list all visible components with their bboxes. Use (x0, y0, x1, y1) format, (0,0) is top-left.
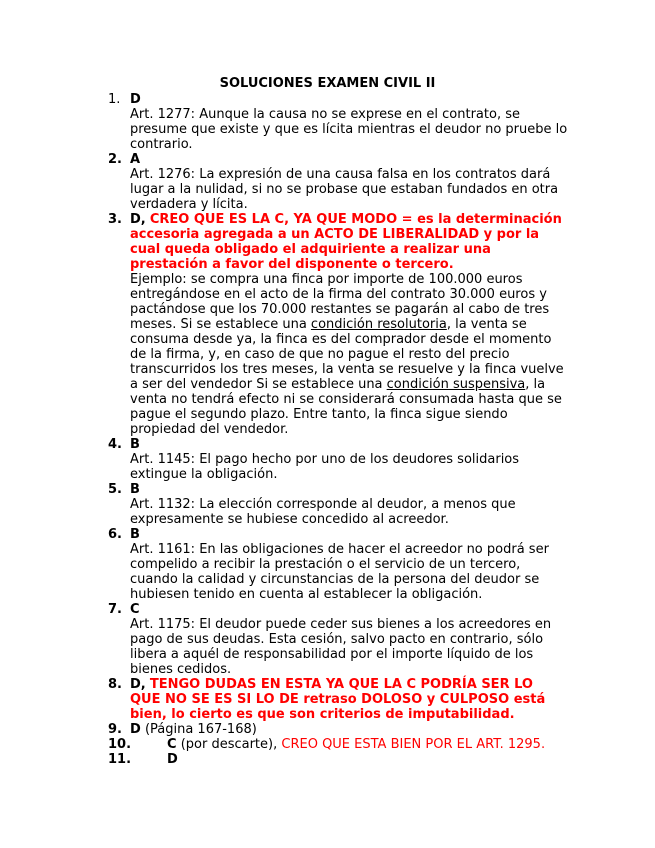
item-3-line: pactándose que los 70.000 restantes se pagarán al cabo de tres (130, 302, 550, 317)
item-3-line: entregándose en el acto de la firma del contrato 30.000 euros y (130, 287, 547, 302)
item-7-line: bienes cedidos. (130, 662, 232, 677)
item-6-answer: B (130, 527, 140, 542)
item-3-line: de la firma, y, en caso de que no pague el resto del precio (130, 347, 510, 362)
item-9-answer: D (130, 722, 141, 737)
item-1-line: presume que existe y que es lícita mientras el deudor no pruebe lo (130, 122, 568, 137)
item-3-line-with-underline (130, 317, 527, 332)
item-3-comment-line: cual queda obligado el adquiriente a realizar una (130, 242, 491, 257)
item-3-text: , la venta se (446, 317, 527, 332)
underlined-term: condición resolutoria (310, 317, 447, 332)
item-7-number: 7. (108, 602, 122, 617)
item-3-line: transcurridos los tres meses, la venta se resuelve y la finca vuelve (130, 362, 564, 377)
item-3-answer-row (130, 212, 562, 227)
item-5-answer: B (130, 482, 140, 497)
item-5-line: Art. 1132: La elección corresponde al deudor, a menos que (130, 497, 516, 512)
item-3-number: 3. (108, 212, 122, 227)
item-2-line: lugar a la nulidad, si no se probase que estaban fundados en otra (130, 182, 559, 197)
item-8-number: 8. (108, 677, 122, 692)
item-1-answer: D (130, 92, 141, 107)
item-9-note: (Página 167-168) (144, 722, 257, 737)
item-10-note: (por descarte), (180, 737, 278, 752)
item-3-comment-line: prestación a favor del disponente o tercero. (130, 257, 454, 272)
item-2-answer: A (130, 152, 141, 167)
item-10-answer: C (167, 737, 177, 752)
item-4-line: Art. 1145: El pago hecho por uno de los deudores solidarios (130, 452, 520, 467)
item-7-line: libera a aquél de responsabilidad por el importe líquido de los (130, 647, 534, 662)
item-1-line: contrario. (130, 137, 193, 152)
item-3-line: venta no tendrá efecto ni se considerará consumada hasta que se (130, 392, 562, 407)
item-5-line: expresamente se hubiese concedido al acreedor. (130, 512, 449, 527)
item-9-number: 9. (108, 722, 122, 737)
item-6-line: compelido a recibir la prestación o el servicio de un tercero, (130, 557, 521, 572)
item-8-comment-line: bien, lo cierto es que son criterios de imputabilidad. (130, 707, 515, 722)
item-1-line: Art. 1277: Aunque la causa no se exprese en el contrato, se (130, 107, 520, 122)
item-4-number: 4. (108, 437, 122, 452)
item-5-number: 5. (108, 482, 122, 497)
item-7-line: Art. 1175: El deudor puede ceder sus bienes a los acreedores en (130, 617, 552, 632)
item-8-answer-row (130, 677, 533, 692)
item-3-line: Ejemplo: se compra una finca por importe de 100.000 euros (130, 272, 523, 287)
item-9-answer-row (130, 722, 257, 737)
document-title: SOLUCIONES EXAMEN CIVIL II (219, 76, 436, 91)
item-3-text: , la (525, 377, 546, 392)
item-3-comment: CREO QUE ES LA C, YA QUE MODO = es la determinación (149, 212, 562, 227)
item-6-line: Art. 1161: En las obligaciones de hacer el acreedor no podrá ser (130, 542, 549, 557)
item-10-comment: CREO QUE ESTA BIEN POR EL ART. 1295. (281, 737, 546, 752)
item-11-answer: D (167, 752, 178, 767)
item-3-text: meses. Si se establece una (130, 317, 311, 332)
item-3-text: a ser del vendedor Si se establece una (130, 377, 387, 392)
item-3-line-with-underline (130, 377, 545, 392)
item-7-line: pago de sus deudas. Esta cesión, salvo pacto en contrario, sólo (130, 632, 544, 647)
item-6-line: hubiesen tenido en cuenta al establecer la obligación. (130, 587, 483, 602)
item-10-number: 10. (108, 737, 132, 752)
item-8-answer: D, (130, 677, 146, 692)
item-2-number: 2. (108, 152, 122, 167)
item-3-comment-line: accesoria agregada a un ACTO DE LIBERALIDAD y por la (130, 227, 540, 242)
item-6-line: cuando la calidad y circunstancias de la persona del deudor se (130, 572, 540, 587)
item-1-number: 1. (108, 92, 121, 107)
item-3-line: propiedad del vendedor. (130, 422, 289, 437)
item-3-line: pague el segundo plazo. Entre tanto, la finca sigue siendo (130, 407, 508, 422)
item-3-answer: D, (130, 212, 146, 227)
item-8-comment-line: QUE NO SE ES SI LO DE retraso DOLOSO y CULPOSO está (130, 692, 546, 707)
item-4-line: extingue la obligación. (130, 467, 278, 482)
item-6-number: 6. (108, 527, 122, 542)
item-2-line: Art. 1276: La expresión de una causa falsa en los contratos dará (130, 167, 551, 182)
underlined-term: condición suspensiva (386, 377, 526, 392)
item-11-number: 11. (108, 752, 132, 767)
item-4-answer: B (130, 437, 140, 452)
item-10-answer-row (167, 737, 545, 752)
item-7-answer: C (130, 602, 140, 617)
item-2-line: verdadera y lícita. (130, 197, 248, 212)
item-8-comment: TENGO DUDAS EN ESTA YA QUE LA C PODRÍA SER LO (149, 677, 533, 692)
item-3-line: consuma desde ya, la finca es del comprador desde el momento (130, 332, 552, 347)
